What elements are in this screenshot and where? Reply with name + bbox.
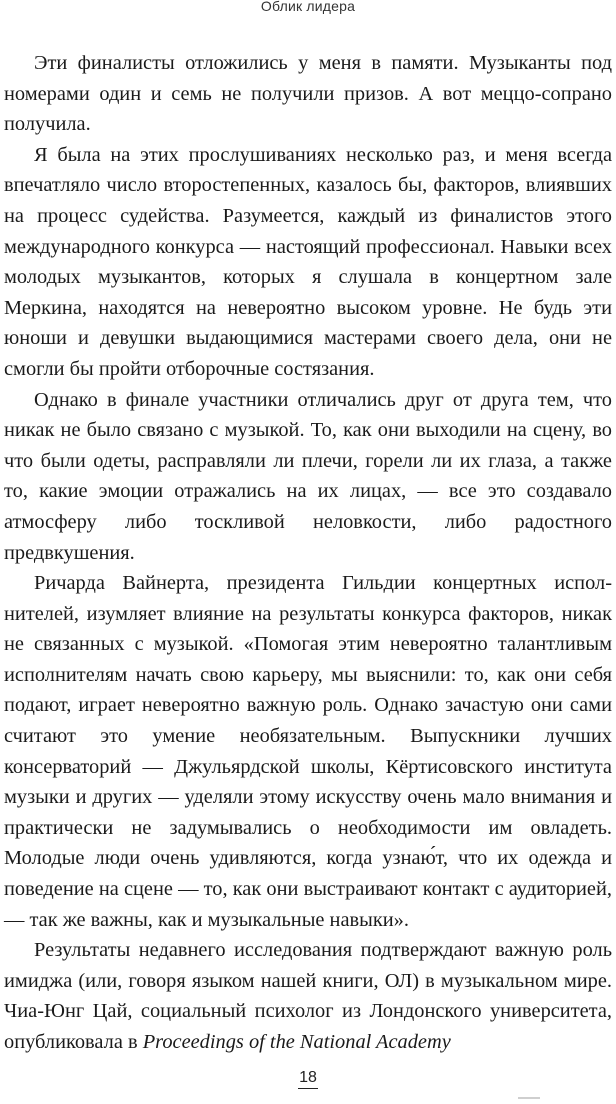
page-number xyxy=(0,1069,616,1089)
paragraph: Эти финалисты отложились у меня в памяти. Музыканты под номерами один и семь не получили призов. А вот меццо-сопрано получила. xyxy=(4,52,612,136)
paragraph: Я была на этих прослушиваниях несколько раз, и меня всегда впечатляло число второстепенных, казалось бы, факторов, влиявших на процесс судейства. Разумеется, каждый из финалистов этого международного конкурса — настоящий профессионал. Навыки всех молодых музыкантов, которых я слушала в концертном зале Меркина, находятся на невероятно высоком уровне. Не будь эти юноши и девушки выдающимися мастерами своего дела, они не смогли бы пройти отборочные состязания. xyxy=(4,143,612,380)
running-header: Облик лидера xyxy=(260,0,356,14)
paragraph: Ричарда Вайнерта, президента Гильдии концертных исполнителей, изумляет влияние на результаты конкурса факторов, никак не связанных с музыкой. «Помогая этим невероятно талантливым исполнителям начать свою карьеру, мы выяснили: то, как они себя подают, играет невероятно важную роль. Однако зачастую они сами считают это умение необязательным. Выпускники лучших консерваторий — Джульярдской школы, Кёртисовского института музыки и других — уделяли этому искусству очень мало внимания и практически не задумывались о необходимости им овладеть. Молодые люди очень удивляются, когда узнаю́т, что их одежда и поведение на сцене — то, как они выстраивают контакт с аудиторией, — так же важны, как и музыкальные навыки». xyxy=(4,572,612,931)
page-number-label: 18 xyxy=(298,1069,318,1089)
text-body xyxy=(4,48,612,1058)
paragraph: Однако в финале участники отличались друг от друга тем, что никак не было связано с музыкой. То, как они выходили на сцену, во что были одеты, расправляли ли плечи, горели ли их глаза, а также то, какие эмоции отражались на их лицах, — все это создавало атмосферу либо тоскливой неловкости, либо радостного предвкушения. xyxy=(4,388,612,564)
paragraph xyxy=(4,935,612,1057)
journal-title: Proceedings of the National Academy xyxy=(142,1031,451,1053)
paragraph-text: Результаты недавнего исследования подтверждают важную роль имиджа (или, говоря языком нашей книги, ОЛ) в музыкальном мире. Чиа-Юнг Цай, социальный психолог из Лондонского университета, опубликовала в xyxy=(4,939,612,1053)
corner-mark xyxy=(518,1097,540,1099)
